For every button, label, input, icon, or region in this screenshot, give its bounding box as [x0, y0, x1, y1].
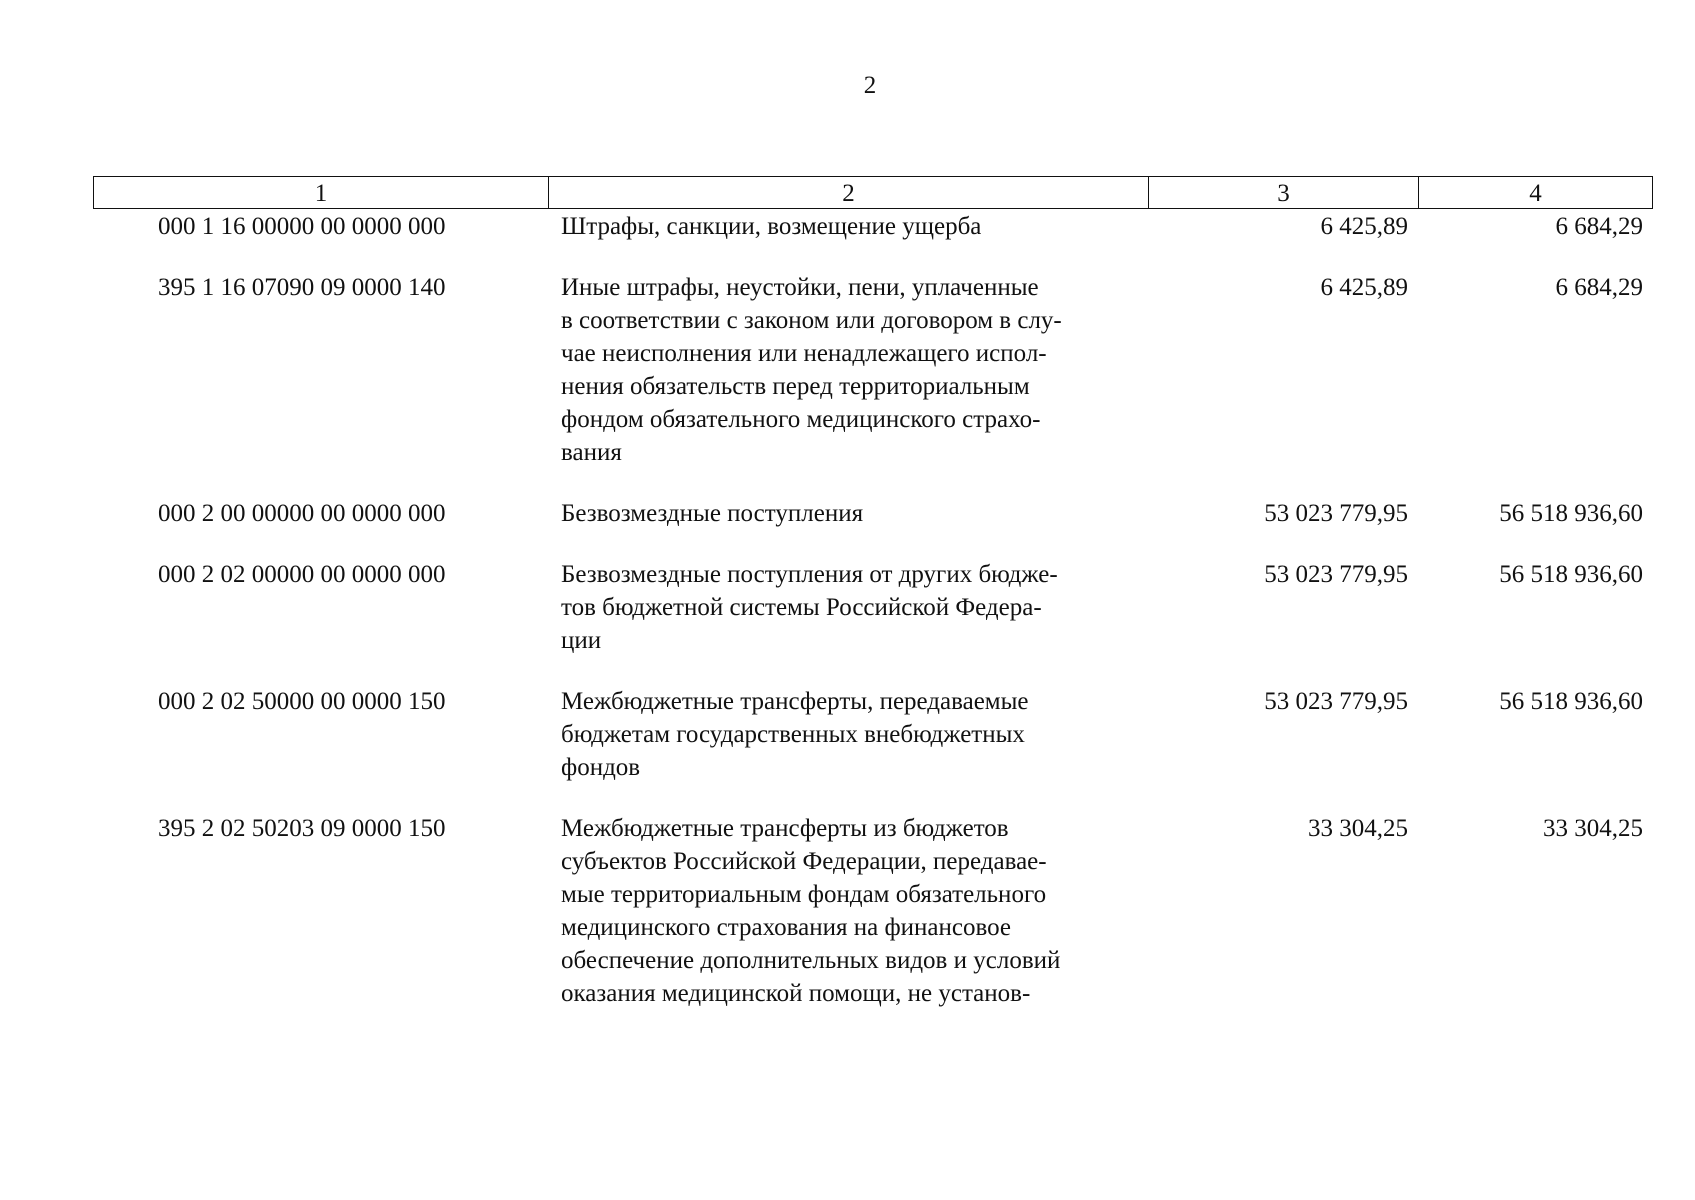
- revenue-description: [548, 210, 1148, 243]
- column-header-2: 2: [549, 177, 1149, 208]
- amount-column-3: 53 023 779,95: [1264, 688, 1408, 715]
- table-body: [93, 210, 1653, 1038]
- budget-code: 395 1 16 07090 09 0000 140: [158, 274, 446, 301]
- description-line: нения обязательств перед территориальным: [561, 373, 1030, 400]
- description-line: бюджетам государственных внебюджетных: [561, 721, 1025, 748]
- amount-column-3: 53 023 779,95: [1264, 561, 1408, 588]
- table-header: [93, 176, 1653, 209]
- revenue-description: [548, 812, 1148, 1010]
- page-number: 2: [863, 72, 877, 99]
- table-row: [93, 558, 1653, 657]
- budget-code: 395 2 02 50203 09 0000 150: [158, 815, 446, 842]
- budget-code: 000 2 02 50000 00 0000 150: [158, 688, 446, 715]
- description-line: Безвозмездные поступления: [561, 500, 864, 527]
- description-line: Безвозмездные поступления от других бюдже-: [561, 561, 1058, 588]
- description-line: мые территориальным фондам обязательного: [561, 881, 1047, 908]
- amount-column-3: 6 425,89: [1320, 213, 1408, 240]
- description-line: чае неисполнения или ненадлежащего испол-: [561, 340, 1047, 367]
- description-line: фондов: [561, 754, 641, 781]
- description-line: оказания медицинской помощи, не установ-: [561, 980, 1031, 1007]
- amount-column-4: 6 684,29: [1555, 213, 1643, 240]
- amount-column-4: 6 684,29: [1555, 274, 1643, 301]
- table-row: [93, 210, 1653, 243]
- description-line: в соответствии с законом или договором в слу-: [561, 307, 1062, 334]
- description-line: Межбюджетные трансферты, передаваемые: [561, 688, 1029, 715]
- table-row: [93, 685, 1653, 784]
- description-line: ции: [561, 627, 602, 654]
- description-line: медицинского страхования на финансовое: [561, 914, 1012, 941]
- budget-code: 000 2 00 00000 00 0000 000: [158, 500, 446, 527]
- description-line: обеспечение дополнительных видов и условий: [561, 947, 1061, 974]
- revenue-description: [548, 685, 1148, 784]
- description-line: Штрафы, санкции, возмещение ущерба: [561, 213, 982, 240]
- amount-column-4: 56 518 936,60: [1499, 688, 1643, 715]
- amount-column-3: 33 304,25: [1308, 815, 1408, 842]
- table-row: [93, 497, 1653, 530]
- description-line: вания: [561, 439, 622, 466]
- amount-column-3: 6 425,89: [1320, 274, 1408, 301]
- column-header-3: 3: [1149, 177, 1419, 208]
- description-line: тов бюджетной системы Российской Федера-: [561, 594, 1042, 621]
- revenue-description: [548, 271, 1148, 469]
- budget-code: 000 1 16 00000 00 0000 000: [158, 213, 446, 240]
- amount-column-4: 56 518 936,60: [1499, 561, 1643, 588]
- description-line: Межбюджетные трансферты из бюджетов: [561, 815, 1009, 842]
- column-header-4: 4: [1529, 180, 1542, 207]
- amount-column-4: 56 518 936,60: [1499, 500, 1643, 527]
- table-row: [93, 812, 1653, 1010]
- revenue-description: [548, 497, 1148, 530]
- description-line: Иные штрафы, неустойки, пени, уплаченные: [561, 274, 1039, 301]
- column-header-1: 1: [94, 177, 549, 208]
- description-line: субъектов Российской Федерации, передавае-: [561, 848, 1047, 875]
- description-line: фондом обязательного медицинского страхо-: [561, 406, 1041, 433]
- budget-code: 000 2 02 00000 00 0000 000: [158, 561, 446, 588]
- amount-column-4: 33 304,25: [1543, 815, 1643, 842]
- amount-column-3: 53 023 779,95: [1264, 500, 1408, 527]
- revenue-description: [548, 558, 1148, 657]
- table-row: [93, 271, 1653, 469]
